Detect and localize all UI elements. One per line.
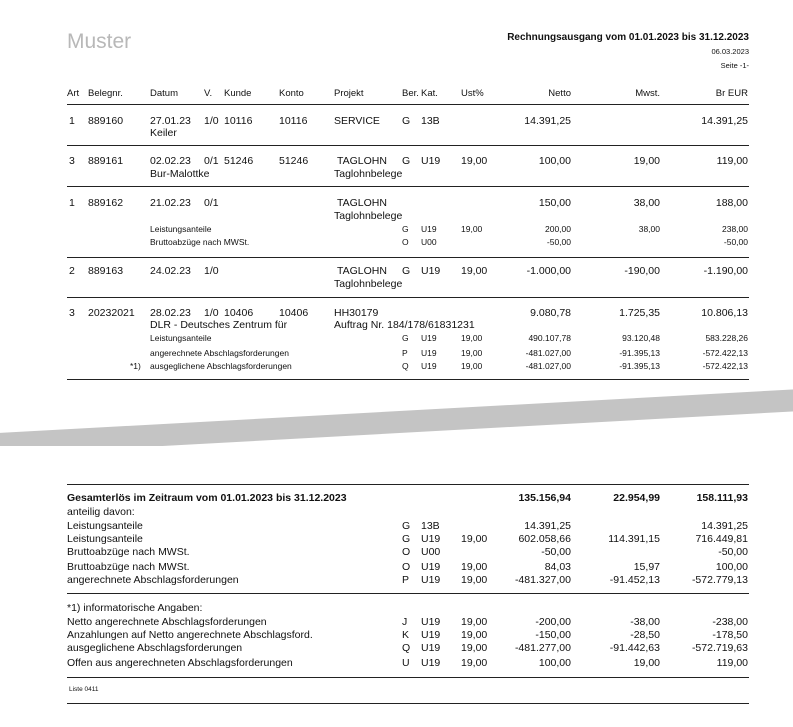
- cell-konto: 51246: [279, 155, 309, 167]
- cell-v: 1/0: [204, 307, 219, 319]
- row-kat: U19: [421, 574, 441, 586]
- row-br: -238,00: [712, 616, 748, 628]
- page-break-stripe-shape: [0, 388, 793, 446]
- row-kat: U19: [421, 657, 441, 669]
- col-v: V.: [204, 88, 213, 99]
- sub-ber: P: [402, 348, 408, 358]
- row-ust: 19,00: [461, 616, 488, 628]
- cell-customer-name: DLR - Deutsches Zentrum für: [150, 319, 288, 331]
- page-break-stripe: [0, 388, 793, 446]
- cell-v: 0/1: [204, 197, 219, 209]
- col-mwst: Mwst.: [635, 88, 660, 99]
- sub-mwst: 93.120,48: [622, 333, 660, 343]
- cell-datum: 24.02.23: [150, 265, 191, 277]
- cell-kat: U19: [421, 155, 441, 167]
- row-kat: 13B: [421, 520, 440, 532]
- cell-br: 14.391,25: [701, 115, 748, 127]
- col-art: Art: [67, 88, 80, 99]
- report-title: Rechnungsausgang vom 01.01.2023 bis 31.12.2023: [507, 32, 749, 43]
- cell-projekt: HH30179: [334, 307, 379, 319]
- sub-label: Leistungsanteile: [150, 333, 212, 343]
- cell-art: 1: [69, 197, 75, 209]
- cell-ber: G: [402, 265, 411, 277]
- sub-netto: -481.027,00: [525, 348, 571, 358]
- cell-kat: U19: [421, 265, 441, 277]
- col-ber: Ber.: [402, 88, 419, 99]
- sub-label: Bruttoabzüge nach MWSt.: [150, 237, 250, 247]
- col-br: Br EUR: [715, 88, 748, 99]
- summary-top-rule: [67, 484, 749, 485]
- cell-v: 0/1: [204, 155, 219, 167]
- summary-title: Gesamterlös im Zeitraum vom 01.01.2023 bis 31.12.2023: [67, 492, 347, 504]
- footnote-mark: *1): [130, 361, 141, 371]
- cell-art: 1: [69, 115, 75, 127]
- col-netto: Netto: [548, 88, 571, 99]
- row-ust: 19,00: [461, 642, 488, 654]
- sub-ust: 19,00: [461, 224, 483, 234]
- cell-netto: 9.080,78: [530, 307, 571, 319]
- cell-ber: G: [402, 115, 411, 127]
- sub-ber: G: [402, 224, 409, 234]
- row-kat: U19: [421, 629, 441, 641]
- row-kat: U19: [421, 533, 441, 545]
- entry-rule: [67, 186, 749, 187]
- row-ber: G: [402, 520, 411, 532]
- sub-br: -50,00: [723, 237, 748, 247]
- row-netto: 602.058,66: [518, 533, 571, 545]
- cell-project-detail: Taglohnbelege: [334, 210, 403, 222]
- cell-belegnr: 889163: [88, 265, 124, 277]
- sub-kat: U00: [421, 237, 437, 247]
- row-label: Bruttoabzüge nach MWSt.: [67, 546, 190, 558]
- cell-v: 1/0: [204, 265, 219, 277]
- row-netto: -150,00: [535, 629, 571, 641]
- cell-datum: 28.02.23: [150, 307, 191, 319]
- row-br: -178,50: [712, 629, 748, 641]
- row-kat: U00: [421, 546, 441, 558]
- sub-ust: 19,00: [461, 361, 483, 371]
- row-ust: 19,00: [461, 657, 488, 669]
- col-konto: Konto: [279, 88, 304, 99]
- row-label: angerechnete Abschlagsforderungen: [67, 574, 239, 586]
- list-id: Liste 0411: [69, 686, 99, 693]
- cell-ust: 19,00: [461, 155, 488, 167]
- row-br: 100,00: [715, 561, 748, 573]
- cell-konto: 10406: [279, 307, 309, 319]
- row-ber: J: [402, 616, 408, 628]
- cell-mwst: 1.725,35: [619, 307, 660, 319]
- row-mwst: 15,97: [633, 561, 660, 573]
- cell-mwst: 38,00: [633, 197, 660, 209]
- cell-netto: 14.391,25: [524, 115, 571, 127]
- col-belegnr: Belegnr.: [88, 88, 123, 99]
- cell-konto: 10116: [279, 115, 308, 127]
- cell-customer-name: Bur-Malottke: [150, 168, 210, 180]
- cell-belegnr: 20232021: [88, 307, 135, 319]
- row-ber: Q: [402, 642, 411, 654]
- col-kunde: Kunde: [224, 88, 252, 99]
- cell-belegnr: 889161: [88, 155, 124, 167]
- row-br: -50,00: [718, 546, 748, 558]
- row-kat: U19: [421, 616, 441, 628]
- row-label: Leistungsanteile: [67, 520, 143, 532]
- cell-project-detail: Taglohnbelege: [334, 278, 403, 290]
- cell-kunde: 10406: [224, 307, 254, 319]
- sub-ber: O: [402, 237, 409, 247]
- cell-project-detail: Taglohnbelege: [334, 168, 403, 180]
- sub-kat: U19: [421, 333, 437, 343]
- sub-label: Leistungsanteile: [150, 224, 212, 234]
- sub-netto: 490.107,78: [528, 333, 571, 343]
- row-br: 14.391,25: [701, 520, 748, 532]
- cell-belegnr: 889160: [88, 115, 124, 127]
- row-br: -572.779,13: [691, 574, 748, 586]
- row-mwst: -28,50: [630, 629, 660, 641]
- row-ust: 19,00: [461, 533, 488, 545]
- row-mwst: -91.452,13: [609, 574, 660, 586]
- sub-br: 583.228,26: [705, 333, 748, 343]
- cell-art: 3: [69, 155, 75, 167]
- cell-art: 3: [69, 307, 75, 319]
- sub-mwst: 38,00: [638, 224, 660, 234]
- cell-netto: 150,00: [538, 197, 571, 209]
- cell-customer-name: Keiler: [150, 127, 177, 139]
- col-projekt: Projekt: [334, 88, 364, 99]
- row-label: Netto angerechnete Abschlagsforderungen: [67, 616, 267, 628]
- sub-kat: U19: [421, 348, 437, 358]
- row-label: Bruttoabzüge nach MWSt.: [67, 561, 190, 573]
- cell-datum: 02.02.23: [150, 155, 191, 167]
- row-ber: O: [402, 546, 411, 558]
- cell-netto: 100,00: [538, 155, 571, 167]
- cell-ust: 19,00: [461, 265, 488, 277]
- info-title: *1) informatorische Angaben:: [67, 602, 203, 614]
- sub-br: -572.422,13: [702, 348, 748, 358]
- row-kat: U19: [421, 642, 441, 654]
- row-netto: 100,00: [538, 657, 571, 669]
- cell-br: -1.190,00: [703, 265, 748, 277]
- cell-projekt: TAGLOHN: [337, 265, 387, 277]
- row-ust: 19,00: [461, 574, 488, 586]
- row-ust: 19,00: [461, 629, 488, 641]
- cell-br: 188,00: [715, 197, 748, 209]
- sub-kat: U19: [421, 361, 437, 371]
- row-ber: G: [402, 533, 411, 545]
- row-br: 119,00: [716, 657, 748, 669]
- entry-rule: [67, 145, 749, 146]
- summary-anteilig: anteilig davon:: [67, 506, 135, 518]
- sub-br: 238,00: [722, 224, 748, 234]
- cell-v: 1/0: [204, 115, 219, 127]
- cell-mwst: -190,00: [624, 265, 660, 277]
- bottom-rule: [67, 703, 749, 704]
- summary-br: 158.111,93: [696, 492, 748, 504]
- entry-rule: [67, 257, 749, 258]
- sub-ber: G: [402, 333, 409, 343]
- col-kat: Kat.: [421, 88, 438, 99]
- row-netto: -200,00: [535, 616, 571, 628]
- sub-netto: 200,00: [545, 224, 571, 234]
- row-ber: P: [402, 574, 410, 586]
- stripe-band: [0, 388, 793, 446]
- sub-ber: Q: [402, 361, 409, 371]
- row-netto: -481.277,00: [514, 642, 571, 654]
- cell-netto: -1.000,00: [526, 265, 571, 277]
- row-br: -572.719,63: [691, 642, 748, 654]
- sub-netto: -50,00: [546, 237, 571, 247]
- cell-datum: 27.01.23: [150, 115, 191, 127]
- cell-mwst: 19,00: [633, 155, 660, 167]
- sub-mwst: -91.395,13: [619, 361, 660, 371]
- col-datum: Datum: [150, 88, 178, 99]
- cell-belegnr: 889162: [88, 197, 124, 209]
- row-ber: U: [402, 657, 410, 669]
- sub-ust: 19,00: [461, 348, 483, 358]
- report-date: 06.03.2023: [711, 47, 749, 56]
- footer-rule: [67, 677, 749, 678]
- watermark: Muster: [67, 30, 132, 53]
- sub-mwst: -91.395,13: [619, 348, 660, 358]
- sub-br: -572.422,13: [702, 361, 748, 371]
- entry-rule: [67, 297, 749, 298]
- cell-kunde: 10116: [224, 115, 253, 127]
- row-kat: U19: [421, 561, 441, 573]
- sub-ust: 19,00: [461, 333, 483, 343]
- row-netto: 14.391,25: [524, 520, 571, 532]
- summary-mwst: 22.954,99: [613, 492, 660, 504]
- row-ber: O: [402, 561, 411, 573]
- cell-kat: 13B: [421, 115, 440, 127]
- col-ust: Ust%: [461, 88, 484, 99]
- summary-netto: 135.156,94: [518, 492, 571, 504]
- header-rule: [67, 104, 749, 105]
- row-netto: -50,00: [541, 546, 571, 558]
- cell-projekt: TAGLOHN: [337, 155, 387, 167]
- row-mwst: -91.442,63: [609, 642, 660, 654]
- sub-label: angerechnete Abschlagsforderungen: [150, 348, 289, 358]
- row-mwst: 114.391,15: [608, 533, 660, 545]
- cell-br: 119,00: [716, 155, 748, 167]
- cell-kunde: 51246: [224, 155, 254, 167]
- row-br: 716.449,81: [695, 533, 748, 545]
- row-ust: 19,00: [461, 561, 488, 573]
- row-label: Anzahlungen auf Netto angerechnete Abschlagsford.: [67, 629, 313, 641]
- row-mwst: -38,00: [630, 616, 660, 628]
- sub-kat: U19: [421, 224, 437, 234]
- row-label: ausgeglichene Abschlagsforderungen: [67, 642, 243, 654]
- entry-rule: [67, 379, 749, 380]
- sub-label: ausgeglichene Abschlagsforderungen: [150, 361, 292, 371]
- row-netto: 84,03: [544, 561, 571, 573]
- page-number: Seite -1-: [720, 61, 749, 70]
- cell-art: 2: [69, 265, 75, 277]
- row-netto: -481.327,00: [514, 574, 571, 586]
- row-ber: K: [402, 629, 410, 641]
- info-rule: [67, 593, 749, 594]
- row-mwst: 19,00: [633, 657, 660, 669]
- cell-projekt: SERVICE: [334, 115, 380, 127]
- cell-project-detail: Auftrag Nr. 184/178/61831231: [334, 319, 475, 331]
- cell-datum: 21.02.23: [150, 197, 191, 209]
- row-label: Leistungsanteile: [67, 533, 143, 545]
- sub-netto: -481.027,00: [525, 361, 571, 371]
- cell-projekt: TAGLOHN: [337, 197, 387, 209]
- row-label: Offen aus angerechneten Abschlagsforderungen: [67, 657, 293, 669]
- cell-ber: G: [402, 155, 411, 167]
- cell-br: 10.806,13: [701, 307, 748, 319]
